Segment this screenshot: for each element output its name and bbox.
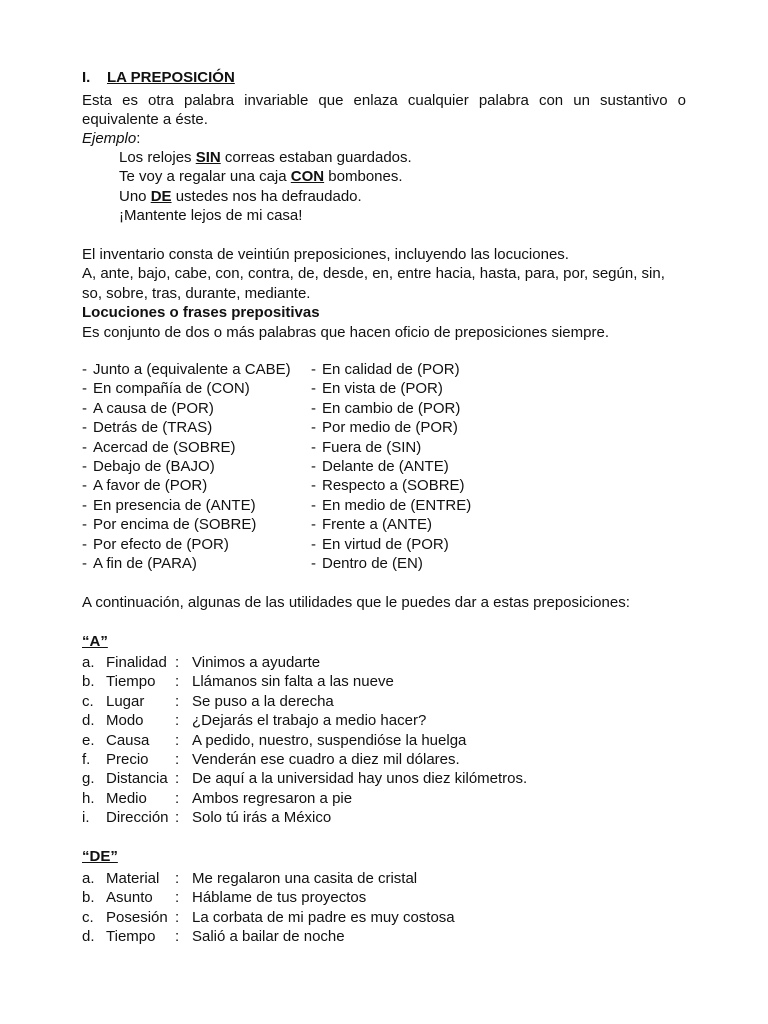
locucion-text: En presencia de (ANTE) (93, 496, 256, 514)
locucion-item (82, 379, 291, 398)
usage-letter: e. (82, 731, 95, 749)
locucion-item (82, 438, 291, 457)
bullet-dash: - (311, 535, 316, 553)
locucion-text: A fin de (PARA) (93, 554, 197, 572)
locucion-text: Junto a (equivalente a CABE) (93, 361, 291, 378)
locucion-item (311, 379, 471, 398)
continuation-text: A continuación, algunas de las utilidades que le puedes dar a estas preposiciones: (82, 594, 630, 611)
usage-letter: b. (82, 889, 95, 907)
locucion-text: Delante de (ANTE) (322, 457, 449, 475)
bullet-dash: - (311, 438, 316, 456)
example-sentence: Uno DE ustedes nos ha defraudado. (119, 187, 362, 205)
bullet-dash: - (311, 496, 316, 514)
usage-letter: f. (82, 750, 91, 768)
usage-term: Material (106, 870, 160, 887)
locucion-text: A favor de (POR) (93, 477, 208, 495)
usage-example: Solo tú irás a México (192, 809, 332, 827)
locuciones-list-right (311, 360, 471, 573)
usage-letter: a. (82, 654, 95, 671)
locucion-text: A causa de (POR) (93, 399, 214, 417)
bullet-dash: - (311, 457, 316, 475)
bullet-dash: - (311, 477, 316, 495)
usage-term: Modo (106, 712, 144, 730)
usage-term: Finalidad (106, 654, 167, 671)
example-sentence: Te voy a regalar una caja CON bombones. (119, 168, 403, 186)
usage-term: Precio (106, 750, 149, 768)
usage-term: Medio (106, 789, 147, 807)
example-label-line: Ejemplo: (82, 130, 141, 147)
locucion-text: En vista de (POR) (322, 380, 443, 398)
usage-letter: a. (82, 870, 95, 887)
section-heading (82, 68, 235, 87)
locucion-item (82, 418, 291, 437)
locucion-item (82, 399, 291, 418)
usage-colon: : (175, 712, 180, 730)
usage-letter: c. (82, 908, 94, 926)
usage-colon: : (175, 673, 180, 691)
usage-term: Dirección (106, 809, 169, 827)
usage-example: Llámanos sin falta a las nueve (192, 673, 394, 691)
locucion-text: Por encima de (SOBRE) (93, 516, 257, 534)
usage-letter: c. (82, 692, 94, 710)
example-sentences (119, 148, 412, 226)
usage-term: Tiempo (106, 928, 156, 946)
locuciones-title: Locuciones o frases prepositivas (82, 304, 320, 322)
locucion-text: Por medio de (POR) (322, 419, 458, 437)
preposition-list: A, ante, bajo, cabe, con, contra, de, desde, en, entre hacia, hasta, para, por, según, sin, so, sobre, tras, durante, mediante. (82, 265, 665, 302)
locucion-text: Debajo de (BAJO) (93, 457, 215, 475)
usage-colon: : (175, 809, 180, 827)
locucion-item (82, 535, 291, 554)
locucion-item (311, 496, 471, 515)
locucion-item (311, 535, 471, 554)
bullet-dash: - (82, 554, 87, 572)
locucion-item (311, 418, 471, 437)
bullet-dash: - (311, 380, 316, 398)
usage-colon: : (175, 692, 180, 710)
usage-term: Asunto (106, 889, 153, 907)
inventory-line: El inventario consta de veintiún preposiciones, incluyendo las locuciones. (82, 246, 569, 263)
intro-paragraph: Esta es otra palabra invariable que enlaza cualquier palabra con un sustantivo o equivalente a éste. (82, 92, 686, 129)
keyword: SIN (195, 149, 221, 166)
locucion-item (311, 554, 471, 573)
usage-colon: : (175, 654, 180, 671)
locucion-item (311, 438, 471, 457)
bullet-dash: - (311, 399, 316, 417)
bullet-dash: - (82, 380, 87, 398)
bullet-dash: - (82, 361, 87, 378)
locucion-text: Acercad de (SOBRE) (93, 438, 236, 456)
keyword: DE (150, 187, 172, 205)
heading-number: I. (82, 69, 91, 86)
section-a-title: “A” (82, 633, 108, 650)
bullet-dash: - (82, 419, 87, 437)
locucion-text: Dentro de (EN) (322, 554, 423, 572)
usage-example: Ambos regresaron a pie (192, 789, 353, 807)
locucion-text: Fuera de (SIN) (322, 438, 422, 456)
bullet-dash: - (82, 457, 87, 475)
locucion-item (311, 476, 471, 495)
keyword: CON (290, 168, 325, 186)
usage-example: Vinimos a ayudarte (192, 654, 321, 671)
usage-example: A pedido, nuestro, suspendióse la huelga (192, 731, 467, 749)
locucion-text: En virtud de (POR) (322, 535, 449, 553)
locucion-item (82, 457, 291, 476)
example-label: Ejemplo (82, 130, 137, 147)
example-sentence: ¡Mantente lejos de mi casa! (119, 207, 303, 225)
locuciones-description: Es conjunto de dos o más palabras que hacen oficio de preposiciones siempre. (82, 323, 609, 341)
locucion-item (311, 515, 471, 534)
locucion-item (82, 496, 291, 515)
locucion-item (311, 360, 471, 379)
bullet-dash: - (82, 516, 87, 534)
locucion-text: En cambio de (POR) (322, 399, 461, 417)
locucion-text: Por efecto de (POR) (93, 535, 229, 553)
bullet-dash: - (82, 496, 87, 514)
bullet-dash: - (82, 535, 87, 553)
bullet-dash: - (82, 399, 87, 417)
locucion-item (82, 515, 291, 534)
bullet-dash: - (311, 419, 316, 437)
usage-letter: d. (82, 928, 95, 946)
usage-example: Se puso a la derecha (192, 692, 334, 710)
locucion-text: Respecto a (SOBRE) (322, 477, 465, 495)
usage-colon: : (175, 908, 180, 926)
usage-colon: : (175, 789, 180, 807)
usage-colon: : (175, 731, 180, 749)
usage-example: Háblame de tus proyectos (192, 889, 367, 907)
usage-colon: : (175, 889, 180, 907)
locucion-text: Frente a (ANTE) (322, 516, 433, 534)
usage-letter: d. (82, 712, 95, 730)
heading-title: LA PREPOSICIÓN (107, 69, 235, 86)
usage-term: Distancia (106, 770, 168, 788)
bullet-dash: - (311, 516, 316, 534)
locucion-item (311, 457, 471, 476)
usage-colon: : (175, 928, 180, 946)
usage-letter: i. (82, 809, 90, 827)
locucion-text: En compañía de (CON) (93, 380, 250, 398)
bullet-dash: - (82, 438, 87, 456)
usage-term: Lugar (106, 692, 145, 710)
example-sentence: Los relojes SIN correas estaban guardados. (119, 149, 412, 166)
locucion-text: Detrás de (TRAS) (93, 419, 213, 437)
locucion-item (311, 399, 471, 418)
section-de-title: “DE” (82, 848, 118, 865)
usage-example: Me regalaron una casita de cristal (192, 870, 418, 887)
locucion-text: En medio de (ENTRE) (322, 496, 472, 514)
usage-term: Posesión (106, 908, 168, 926)
locucion-text: En calidad de (POR) (322, 361, 460, 378)
inventory-block (82, 245, 686, 342)
usage-example: Salió a bailar de noche (192, 928, 345, 946)
usage-example: La corbata de mi padre es muy costosa (192, 908, 455, 926)
usage-term: Tiempo (106, 673, 156, 691)
usage-colon: : (175, 870, 180, 887)
usage-letter: b. (82, 673, 95, 691)
locucion-item (82, 476, 291, 495)
bullet-dash: - (311, 554, 316, 572)
locucion-item (82, 360, 291, 379)
usage-example: ¿Dejarás el trabajo a medio hacer? (192, 712, 427, 730)
usage-colon: : (175, 750, 180, 768)
usage-colon: : (175, 770, 180, 788)
bullet-dash: - (311, 361, 316, 378)
usage-term: Causa (106, 731, 150, 749)
usage-letter: h. (82, 789, 95, 807)
usage-example: Venderán ese cuadro a diez mil dólares. (192, 750, 460, 768)
usage-example: De aquí a la universidad hay unos diez kilómetros. (192, 770, 528, 788)
usage-letter: g. (82, 770, 95, 788)
locuciones-list-left (82, 360, 291, 573)
locucion-item (82, 554, 291, 573)
bullet-dash: - (82, 477, 87, 495)
